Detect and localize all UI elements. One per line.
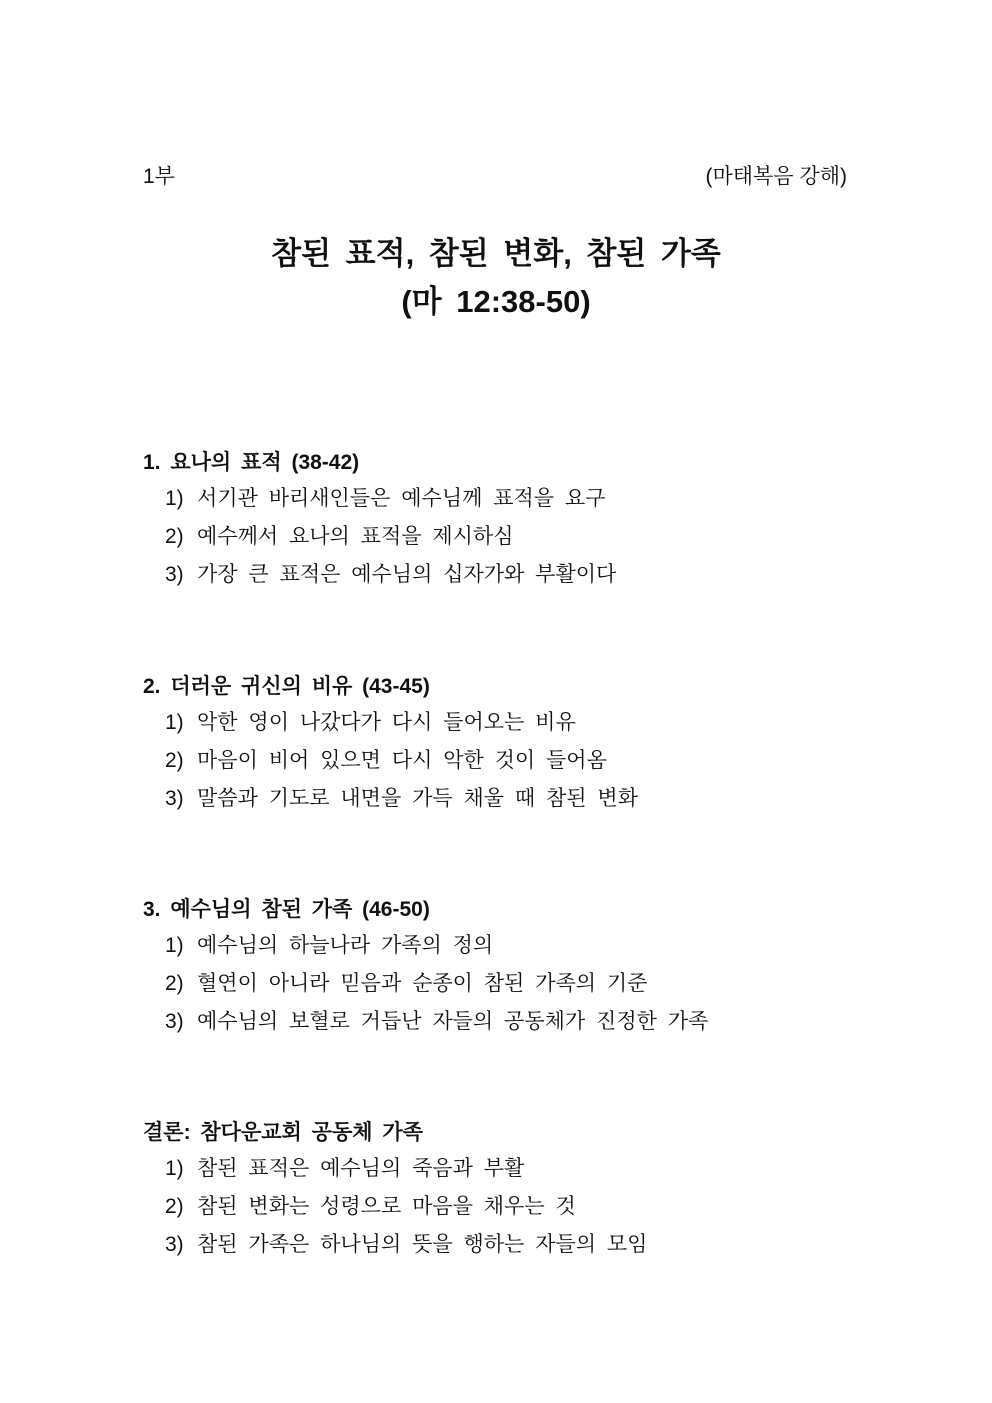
list-item [165,927,903,965]
header-row [143,162,847,192]
item-text: 예수님의 하늘나라 가족의 정의 [197,934,494,957]
part-label: 1부 [143,165,175,188]
section-conclusion [143,1116,903,1264]
item-number: 3) [165,563,184,586]
section-items [143,480,903,594]
item-number: 2) [165,972,184,995]
list-item [165,704,903,742]
series-label: (마태복음 강해) [705,165,847,188]
item-text: 참된 가족은 하나님의 뜻을 행하는 자들의 모임 [197,1233,648,1256]
item-text: 예수께서 요나의 표적을 제시하심 [197,525,514,548]
section-heading: 결론: 참다운교회 공동체 가족 [143,1121,423,1144]
list-item [165,965,903,1003]
item-text: 참된 표적은 예수님의 죽음과 부활 [197,1157,525,1180]
item-number: 2) [165,525,184,548]
title-line-2: (마 12:38-50) [401,284,591,319]
item-number: 3) [165,1010,184,1033]
section-heading: 1. 요나의 표적 (38-42) [143,451,360,474]
item-text: 참된 변화는 성령으로 마음을 채우는 것 [197,1195,576,1218]
list-item [165,556,903,594]
section-2 [143,670,903,818]
item-number: 1) [165,487,184,510]
sermon-title [0,230,992,326]
section-heading: 3. 예수님의 참된 가족 (46-50) [143,898,430,921]
item-number: 2) [165,749,184,772]
item-number: 1) [165,1157,184,1180]
item-number: 2) [165,1195,184,1218]
item-text: 마음이 비어 있으면 다시 악한 것이 들어옴 [197,749,607,772]
section-1 [143,446,903,594]
list-item [165,480,903,518]
list-item [165,1150,903,1188]
item-text: 예수님의 보혈로 거듭난 자들의 공동체가 진정한 가족 [197,1010,709,1033]
item-number: 1) [165,711,184,734]
list-item [165,1003,903,1041]
section-3 [143,893,903,1041]
list-item [165,742,903,780]
section-heading: 2. 더러운 귀신의 비유 (43-45) [143,675,430,698]
list-item [165,1188,903,1226]
item-number: 1) [165,934,184,957]
list-item [165,518,903,556]
list-item [165,780,903,818]
item-text: 악한 영이 나갔다가 다시 들어오는 비유 [197,711,576,734]
section-items [143,1150,903,1264]
item-text: 가장 큰 표적은 예수님의 십자가와 부활이다 [197,563,617,586]
section-items [143,927,903,1041]
item-text: 서기관 바리새인들은 예수님께 표적을 요구 [197,487,606,510]
item-text: 말씀과 기도로 내면을 가득 채울 때 참된 변화 [197,787,638,810]
section-items [143,704,903,818]
item-text: 혈연이 아니라 믿음과 순종이 참된 가족의 기준 [197,972,648,995]
title-line-1: 참된 표적, 참된 변화, 참된 가족 [271,236,721,271]
item-number: 3) [165,1233,184,1256]
item-number: 3) [165,787,184,810]
list-item [165,1226,903,1264]
